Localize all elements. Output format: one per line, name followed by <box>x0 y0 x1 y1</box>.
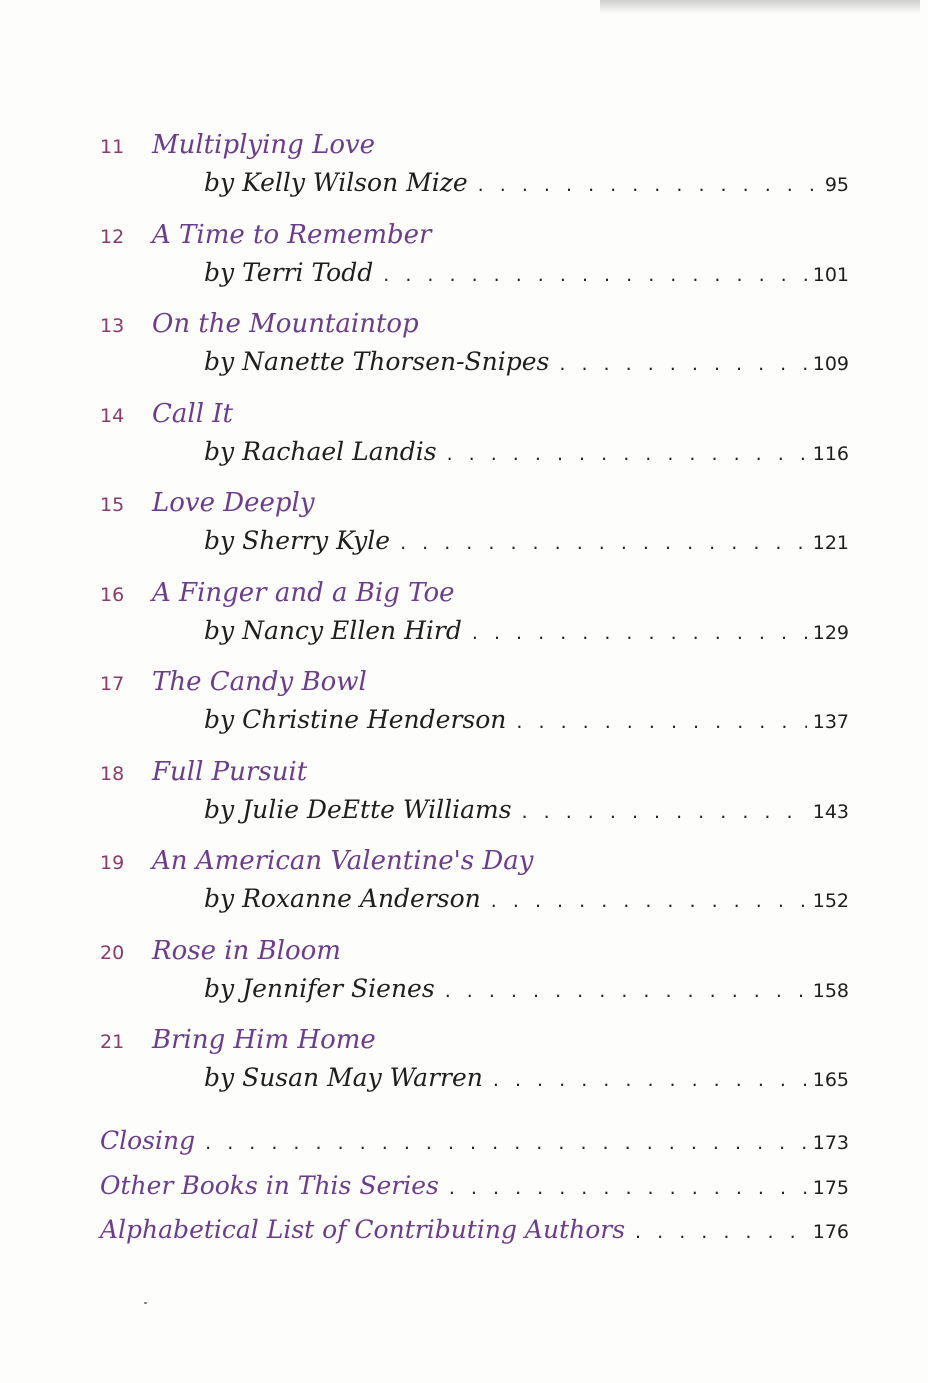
author-line <box>204 437 849 466</box>
toc-entry[interactable] <box>0 665 928 755</box>
page-number: 95 <box>824 174 849 196</box>
back-matter-entry[interactable] <box>100 1215 849 1260</box>
chapter-title[interactable]: Full Pursuit <box>152 756 308 787</box>
author-line <box>204 168 849 197</box>
toc-entry[interactable] <box>0 307 928 397</box>
chapter-author: by Nancy Ellen Hird <box>204 615 462 645</box>
author-line <box>204 526 849 555</box>
chapter-author: by Rachael Landis <box>204 436 437 466</box>
dot-leader <box>383 264 806 286</box>
chapter-author: by Jennifer Sienes <box>204 973 435 1003</box>
chapter-title[interactable]: A Finger and a Big Toe <box>152 577 455 608</box>
dot-leader <box>400 532 807 554</box>
page-number: 173 <box>812 1132 849 1154</box>
chapter-number: 16 <box>100 583 125 606</box>
toc-entry[interactable] <box>0 844 928 934</box>
page-number: 121 <box>812 532 849 554</box>
back-matter-entry[interactable] <box>100 1126 849 1171</box>
author-line <box>204 974 849 1003</box>
author-line <box>204 884 849 913</box>
toc-entry[interactable] <box>0 755 928 845</box>
dot-leader <box>472 622 807 644</box>
chapter-number: 21 <box>100 1031 125 1053</box>
page-number: 116 <box>812 442 849 465</box>
chapter-title[interactable]: Call It <box>152 398 234 429</box>
toc-entry[interactable] <box>0 934 928 1024</box>
toc-entry[interactable] <box>0 1023 928 1113</box>
author-line <box>204 1063 849 1092</box>
chapter-author: by Julie DeEtte Williams <box>204 794 512 824</box>
chapter-author: by Nanette Thorsen-Snipes <box>204 347 550 376</box>
chapter-number: 18 <box>100 762 125 785</box>
dot-leader <box>478 174 819 196</box>
chapter-author: by Sherry Kyle <box>204 526 391 555</box>
dot-leader <box>449 1177 807 1199</box>
toc-entry[interactable] <box>0 397 928 487</box>
author-line <box>204 705 849 734</box>
toc-entry[interactable] <box>0 576 928 666</box>
chapter-number: 12 <box>100 225 125 248</box>
chapter-number: 13 <box>100 315 125 337</box>
dot-leader <box>491 890 807 912</box>
author-line <box>204 347 849 376</box>
chapter-title[interactable]: Rose in Bloom <box>152 935 341 966</box>
page-number: 152 <box>812 890 849 912</box>
page-number: 143 <box>812 800 849 823</box>
back-matter-title[interactable]: Other Books in This Series <box>100 1170 439 1200</box>
page-number: 175 <box>812 1176 849 1199</box>
toc-entry[interactable] <box>0 486 928 576</box>
chapter-title[interactable]: Multiplying Love <box>152 130 376 160</box>
page-number: 158 <box>812 979 849 1002</box>
page-edge-shadow <box>600 0 920 14</box>
chapter-author: by Christine Henderson <box>204 705 507 734</box>
paper-speck <box>144 1302 147 1304</box>
chapter-title[interactable]: An American Valentine's Day <box>152 846 534 876</box>
chapter-title[interactable]: The Candy Bowl <box>152 667 367 697</box>
chapter-number: 15 <box>100 494 125 516</box>
dot-leader <box>493 1069 807 1091</box>
page-number: 176 <box>812 1221 849 1243</box>
chapter-author: by Roxanne Anderson <box>204 884 481 913</box>
chapter-title[interactable]: On the Mountaintop <box>152 309 419 339</box>
table-of-contents <box>0 128 928 1113</box>
dot-leader <box>522 801 807 823</box>
dot-leader <box>559 353 806 375</box>
dot-leader <box>445 980 807 1002</box>
chapter-title[interactable]: Bring Him Home <box>152 1025 376 1055</box>
chapter-title[interactable]: Love Deeply <box>152 488 315 518</box>
back-matter-entry[interactable] <box>100 1171 849 1216</box>
author-line <box>204 258 849 287</box>
page-number: 137 <box>812 711 849 733</box>
page-number: 165 <box>812 1069 849 1091</box>
dot-leader <box>635 1221 807 1243</box>
toc-entry[interactable] <box>0 128 928 218</box>
chapter-number: 19 <box>100 852 125 874</box>
chapter-author: by Susan May Warren <box>204 1063 483 1092</box>
chapter-number: 14 <box>100 404 125 427</box>
page-number: 109 <box>812 353 849 375</box>
author-line <box>204 616 849 645</box>
toc-entry[interactable] <box>0 218 928 308</box>
author-line <box>204 795 849 824</box>
chapter-number: 20 <box>100 941 125 964</box>
back-matter-list <box>100 1126 849 1260</box>
chapter-author: by Terri Todd <box>204 257 374 287</box>
page-number: 101 <box>812 263 849 286</box>
dot-leader <box>447 443 807 465</box>
page-number: 129 <box>812 621 849 644</box>
back-matter-title[interactable]: Alphabetical List of Contributing Authors <box>100 1215 626 1244</box>
chapter-title[interactable]: A Time to Remember <box>152 219 432 250</box>
chapter-number: 17 <box>100 673 125 695</box>
back-matter-title[interactable]: Closing <box>100 1126 196 1155</box>
chapter-author: by Kelly Wilson Mize <box>204 168 468 197</box>
dot-leader <box>205 1132 807 1154</box>
chapter-number: 11 <box>100 136 125 158</box>
dot-leader <box>516 711 806 733</box>
